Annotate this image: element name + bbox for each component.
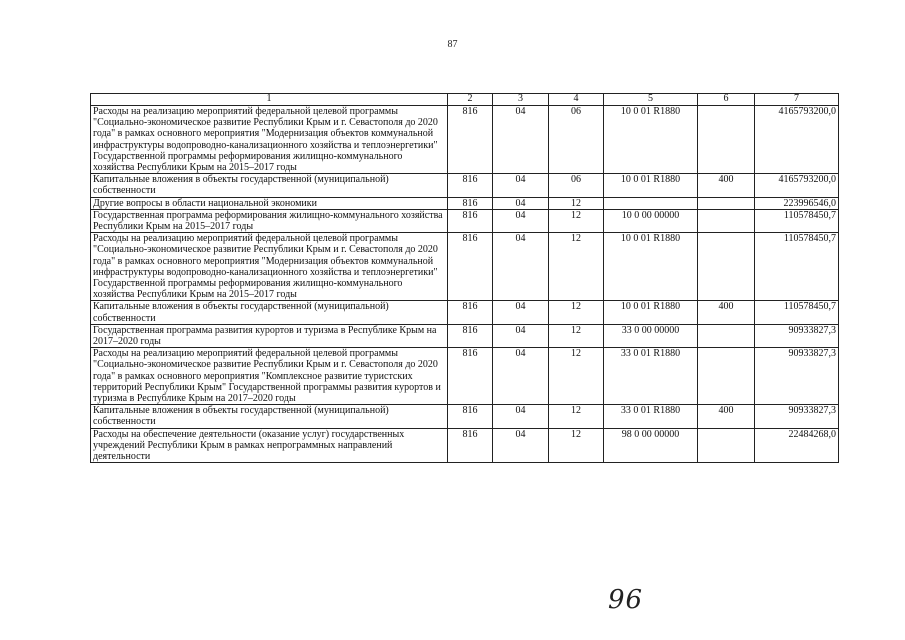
table-header-row xyxy=(91,94,839,106)
cell-section: 04 xyxy=(493,324,549,347)
table-row xyxy=(91,197,839,209)
cell-name: Государственная программа реформирования жилищно-коммунального хозяйства Республики Крым на 2015–2017 годы xyxy=(91,209,448,232)
cell-name: Капитальные вложения в объекты государственной (муниципальной) собственности xyxy=(91,405,448,428)
header-col-2: 2 xyxy=(448,94,493,106)
cell-subsection: 12 xyxy=(549,348,604,405)
cell-target-article xyxy=(604,197,698,209)
header-col-3: 3 xyxy=(493,94,549,106)
cell-target-article: 33 0 01 R1880 xyxy=(604,348,698,405)
cell-amount: 110578450,7 xyxy=(755,233,839,301)
cell-subsection: 12 xyxy=(549,301,604,324)
cell-amount: 90933827,3 xyxy=(755,405,839,428)
cell-expense-type xyxy=(698,324,755,347)
table-row xyxy=(91,106,839,174)
header-col-7: 7 xyxy=(755,94,839,106)
cell-amount: 90933827,3 xyxy=(755,324,839,347)
cell-section: 04 xyxy=(493,106,549,174)
cell-ministry-code: 816 xyxy=(448,233,493,301)
cell-target-article: 33 0 01 R1880 xyxy=(604,405,698,428)
header-col-1: 1 xyxy=(91,94,448,106)
cell-target-article: 98 0 00 00000 xyxy=(604,428,698,463)
cell-amount: 4165793200,0 xyxy=(755,106,839,174)
cell-amount: 223996546,0 xyxy=(755,197,839,209)
page-number: 87 xyxy=(447,39,458,50)
cell-target-article: 33 0 00 00000 xyxy=(604,324,698,347)
handwritten-page-mark: 96 xyxy=(608,585,644,615)
cell-name: Государственная программа развития курортов и туризма в Республике Крым на 2017–2020 годы xyxy=(91,324,448,347)
cell-section: 04 xyxy=(493,428,549,463)
cell-section: 04 xyxy=(493,348,549,405)
cell-ministry-code: 816 xyxy=(448,301,493,324)
cell-section: 04 xyxy=(493,405,549,428)
cell-target-article: 10 0 01 R1880 xyxy=(604,106,698,174)
cell-amount: 22484268,0 xyxy=(755,428,839,463)
cell-target-article: 10 0 00 00000 xyxy=(604,209,698,232)
budget-table xyxy=(90,93,839,463)
cell-subsection: 06 xyxy=(549,106,604,174)
table-row xyxy=(91,428,839,463)
cell-section: 04 xyxy=(493,301,549,324)
table-row xyxy=(91,233,839,301)
cell-name: Расходы на обеспечение деятельности (оказание услуг) государственных учреждений Республики Крым в рамках непрограммных направлений деятельности xyxy=(91,428,448,463)
cell-ministry-code: 816 xyxy=(448,348,493,405)
cell-section: 04 xyxy=(493,197,549,209)
cell-ministry-code: 816 xyxy=(448,106,493,174)
cell-name: Расходы на реализацию мероприятий федеральной целевой программы "Социально-экономическое развитие Республики Крым и г. Севастополя до 2020 года" в рамках основного мероприятия "Модернизация объектов коммунальной инфраструктуры водопроводно-канализационного хозяйства и теплоэнергетики" Государственной программы реформирования жилищно-коммунального хозяйства Республики Крым на 2015–2017 годы xyxy=(91,106,448,174)
cell-target-article: 10 0 01 R1880 xyxy=(604,174,698,197)
cell-expense-type: 400 xyxy=(698,405,755,428)
cell-ministry-code: 816 xyxy=(448,324,493,347)
cell-subsection: 12 xyxy=(549,197,604,209)
cell-expense-type xyxy=(698,209,755,232)
cell-expense-type: 400 xyxy=(698,174,755,197)
table-row xyxy=(91,348,839,405)
header-col-4: 4 xyxy=(549,94,604,106)
cell-amount: 110578450,7 xyxy=(755,301,839,324)
header-col-6: 6 xyxy=(698,94,755,106)
cell-expense-type: 400 xyxy=(698,301,755,324)
cell-expense-type xyxy=(698,197,755,209)
cell-ministry-code: 816 xyxy=(448,428,493,463)
cell-expense-type xyxy=(698,428,755,463)
cell-section: 04 xyxy=(493,209,549,232)
cell-name: Расходы на реализацию мероприятий федеральной целевой программы "Социально-экономическое развитие Республики Крым и г. Севастополя до 2020 года" в рамках основного мероприятия "Модернизация объектов коммунальной инфраструктуры водопроводно-канализационного хозяйства и теплоэнергетики" Государственной программы реформирования жилищно-коммунального хозяйства Республики Крым на 2015–2017 годы xyxy=(91,233,448,301)
cell-subsection: 12 xyxy=(549,209,604,232)
header-col-5: 5 xyxy=(604,94,698,106)
cell-subsection: 06 xyxy=(549,174,604,197)
cell-expense-type xyxy=(698,348,755,405)
table-row xyxy=(91,301,839,324)
cell-amount: 90933827,3 xyxy=(755,348,839,405)
cell-ministry-code: 816 xyxy=(448,197,493,209)
cell-amount: 110578450,7 xyxy=(755,209,839,232)
cell-subsection: 12 xyxy=(549,233,604,301)
cell-ministry-code: 816 xyxy=(448,174,493,197)
cell-name: Капитальные вложения в объекты государственной (муниципальной) собственности xyxy=(91,174,448,197)
cell-amount: 4165793200,0 xyxy=(755,174,839,197)
table-row xyxy=(91,174,839,197)
cell-name: Капитальные вложения в объекты государственной (муниципальной) собственности xyxy=(91,301,448,324)
cell-target-article: 10 0 01 R1880 xyxy=(604,301,698,324)
cell-expense-type xyxy=(698,233,755,301)
cell-ministry-code: 816 xyxy=(448,209,493,232)
cell-target-article: 10 0 01 R1880 xyxy=(604,233,698,301)
table-row xyxy=(91,405,839,428)
table-row xyxy=(91,209,839,232)
table-row xyxy=(91,324,839,347)
cell-name: Расходы на реализацию мероприятий федеральной целевой программы "Социально-экономическое развитие Республики Крым и г. Севастополя до 2020 года" в рамках основного мероприятия "Комплексное развитие туристских территорий Республики Крым" Государственной программы развития курортов и туризма в Республике Крым на 2017–2020 годы xyxy=(91,348,448,405)
cell-subsection: 12 xyxy=(549,324,604,347)
cell-section: 04 xyxy=(493,174,549,197)
cell-subsection: 12 xyxy=(549,405,604,428)
cell-section: 04 xyxy=(493,233,549,301)
cell-name: Другие вопросы в области национальной экономики xyxy=(91,197,448,209)
cell-subsection: 12 xyxy=(549,428,604,463)
cell-expense-type xyxy=(698,106,755,174)
cell-ministry-code: 816 xyxy=(448,405,493,428)
